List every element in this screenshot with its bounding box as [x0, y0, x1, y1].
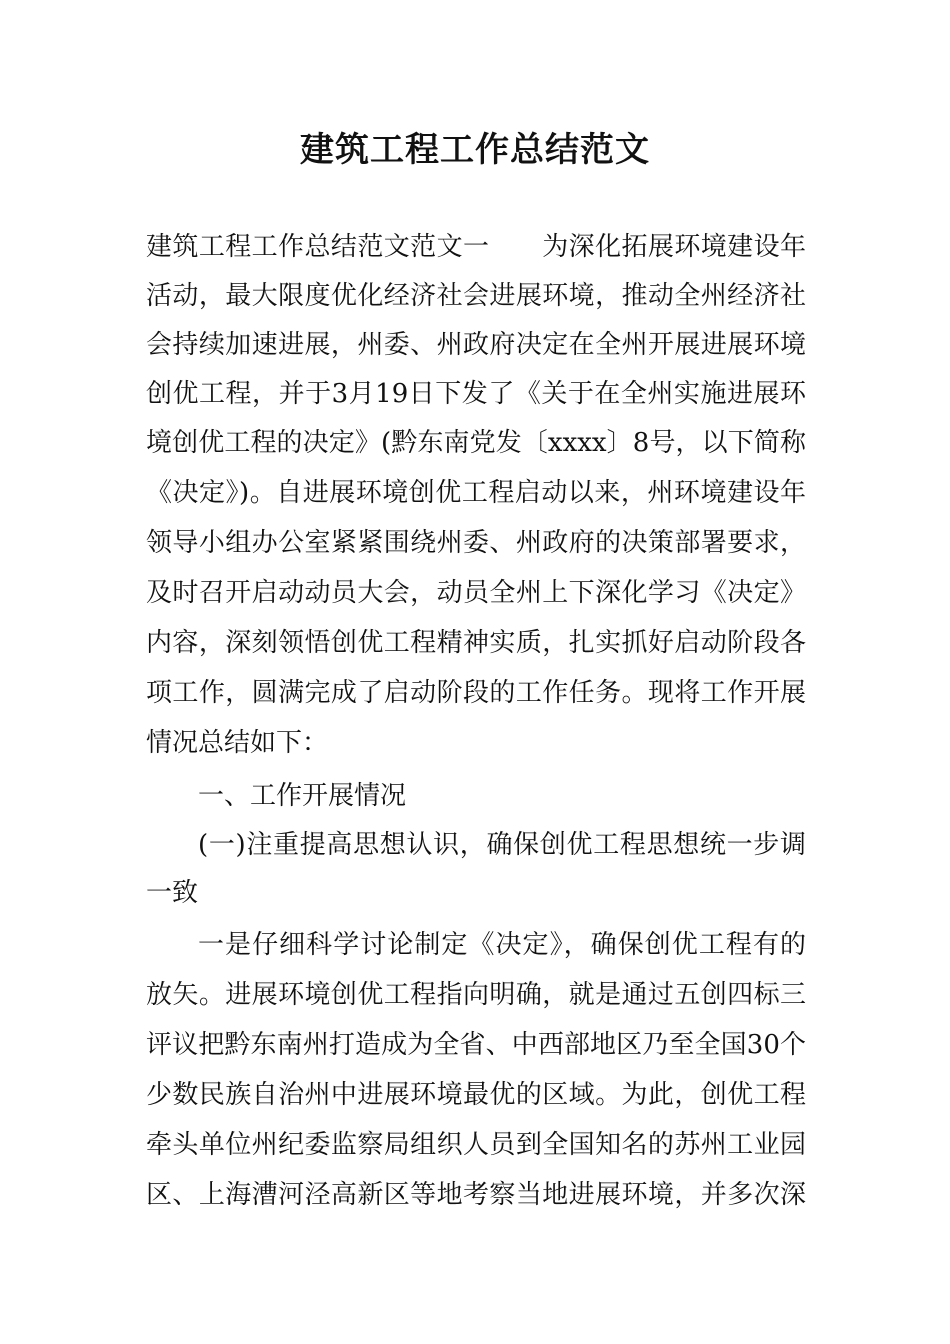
paragraph-line: 内容，深刻领悟创优工程精神实质，扎实抓好启动阶段各 — [146, 628, 806, 658]
paragraph-line: 区、上海漕河泾高新区等地考察当地进展环境，并多次深 — [146, 1180, 806, 1210]
paragraph-line: 一是仔细科学讨论制定《决定》，确保创优工程有的 — [198, 930, 806, 960]
paragraph-line: 建筑工程工作总结范文范文一 为深化拓展环境建设年 — [146, 232, 806, 262]
paragraph-line: 会持续加速进展，州委、州政府决定在全州开展进展环境 — [146, 330, 806, 360]
subsection-heading-continuation: 一致 — [146, 878, 199, 908]
paragraph-line: 少数民族自治州中进展环境最优的区域。为此，创优工程 — [146, 1080, 806, 1110]
paragraph-line: 《决定》)。自进展环境创优工程启动以来，州环境建设年 — [146, 478, 806, 508]
paragraph-line: 牵头单位州纪委监察局组织人员到全国知名的苏州工业园 — [146, 1130, 806, 1160]
paragraph-line: 项工作，圆满完成了启动阶段的工作任务。现将工作开展 — [146, 678, 806, 708]
paragraph-line: 境创优工程的决定》(黔东南党发〔xxxx〕8号，以下简称 — [146, 428, 806, 458]
section-heading: 一、工作开展情况 — [198, 781, 407, 811]
paragraph-line: 创优工程，并于3月19日下发了《关于在全州实施进展环 — [146, 379, 806, 409]
paragraph-line: 放矢。进展环境创优工程指向明确，就是通过五创四标三 — [146, 980, 806, 1010]
paragraph-line: 及时召开启动动员大会，动员全州上下深化学习《决定》 — [146, 578, 806, 608]
paragraph-line: 情况总结如下： — [146, 728, 329, 758]
document-title: 建筑工程工作总结范文 — [300, 130, 650, 170]
paragraph-line: 评议把黔东南州打造成为全省、中西部地区乃至全国30个 — [146, 1030, 806, 1060]
subsection-heading: (一)注重提高思想认识，确保创优工程思想统一步调 — [198, 830, 806, 860]
paragraph-line: 领导小组办公室紧紧围绕州委、州政府的决策部署要求， — [146, 528, 806, 558]
paragraph-line: 活动，最大限度优化经济社会进展环境，推动全州经济社 — [146, 281, 806, 311]
